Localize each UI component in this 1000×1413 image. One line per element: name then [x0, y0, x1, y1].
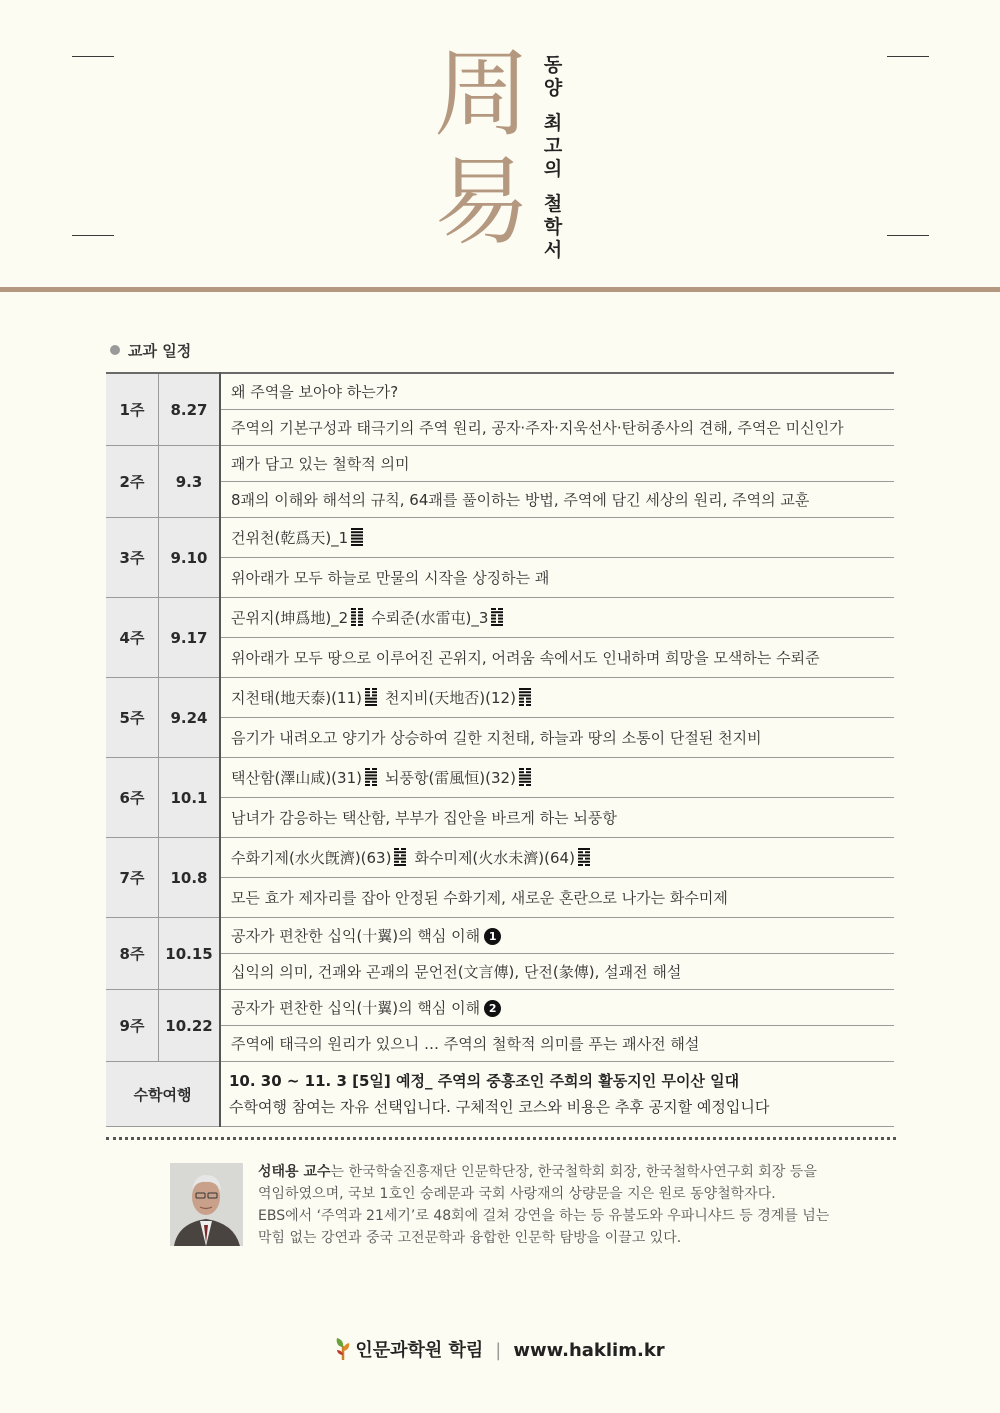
deco-line-left-top	[72, 56, 114, 57]
deco-line-left-bottom	[72, 235, 114, 236]
schedule-table	[106, 372, 894, 1127]
header-divider	[0, 287, 1000, 292]
topic-text: 공자가 편찬한 십익(十翼)의 핵심 이해	[231, 927, 481, 945]
lesson-topic	[220, 446, 894, 482]
number-badge: 1	[484, 928, 501, 945]
lesson-detail: 주역에 태극의 원리가 있으니 … 주역의 철학적 의미를 푸는 괘사전 해설	[220, 1026, 894, 1062]
schedule-row	[106, 373, 894, 410]
number-badge: 2	[484, 1000, 501, 1017]
week-cell: 1주	[106, 373, 159, 446]
date-cell: 10.1	[159, 758, 221, 838]
bio-line-3: EBS에서 ‘주역과 21세기’로 48회에 걸쳐 강연을 하는 등 유불도와 우파니샤드 등 경계를 넘는	[258, 1208, 830, 1224]
week-cell: 8주	[106, 918, 159, 990]
lesson-detail: 주역의 기본구성과 태극기의 주역 원리, 공자·주자·지욱선사·탄허종사의 견해, 주역은 미신인가	[220, 410, 894, 446]
trip-content	[220, 1062, 894, 1127]
title-char-1: 周	[434, 38, 530, 150]
hexagram-title: 수화기제(水火旣濟)(63)	[231, 848, 392, 867]
schedule-row-detail	[106, 558, 894, 598]
date-cell: 9.3	[159, 446, 221, 518]
bio-line-2: 역임하였으며, 국보 1호인 숭례문과 국회 사랑재의 상량문을 지은 원로 동양철학자다.	[258, 1186, 776, 1202]
date-cell: 10.15	[159, 918, 221, 990]
deco-line-right-top	[887, 56, 929, 57]
subtitle-word: 철학서	[543, 193, 563, 261]
instructor-photo	[170, 1163, 243, 1246]
hexagram-icon	[519, 687, 531, 707]
schedule-row-detail	[106, 482, 894, 518]
footer-separator: |	[495, 1340, 502, 1361]
hexagram-icon	[519, 767, 531, 787]
trip-row	[106, 1062, 894, 1127]
hexagram-title: 지천태(地天泰)(11)	[231, 688, 362, 707]
schedule-row	[106, 598, 894, 638]
hexagram-title: 화수미제(火水未濟)(64)	[414, 848, 575, 867]
hexagram-title: 곤위지(坤爲地)_2	[231, 608, 349, 627]
vertical-subtitle	[540, 54, 566, 262]
lesson-detail: 음기가 내려오고 양기가 상승하여 길한 지천태, 하늘과 땅의 소통이 단절된 천지비	[220, 718, 894, 758]
week-cell: 4주	[106, 598, 159, 678]
deco-line-right-bottom	[887, 235, 929, 236]
lesson-detail: 위아래가 모두 하늘로 만물의 시작을 상징하는 괘	[220, 558, 894, 598]
schedule-row-detail	[106, 954, 894, 990]
lesson-topic	[220, 758, 894, 798]
title-char-2: 易	[434, 146, 530, 258]
lesson-topic	[220, 918, 894, 954]
lesson-detail: 8괘의 이해와 해석의 규칙, 64괘를 풀이하는 방법, 주역에 담긴 세상의 원리, 주역의 교훈	[220, 482, 894, 518]
week-cell: 5주	[106, 678, 159, 758]
title-hanja	[432, 40, 532, 256]
lesson-topic	[220, 518, 894, 558]
trip-label: 수학여행	[106, 1062, 220, 1127]
lesson-topic	[220, 838, 894, 878]
date-cell: 10.22	[159, 990, 221, 1062]
schedule-row	[106, 518, 894, 558]
lesson-detail: 모든 효가 제자리를 잡아 안정된 수화기제, 새로운 혼란으로 나가는 화수미제	[220, 878, 894, 918]
leaf-logo-icon	[335, 1337, 351, 1361]
section-label: 교과 일정	[110, 340, 191, 361]
hexagram-title: 수뢰준(水雷屯)_3	[371, 608, 489, 627]
schedule-row	[106, 838, 894, 878]
hexagram-icon	[351, 607, 363, 627]
trip-dates: 10. 30 ~ 11. 3 [5일] 예정_ 주역의 중흥조인 주희의 활동지인 무이산 일대	[229, 1072, 740, 1090]
footer-org: 인문과학원 학림	[355, 1340, 484, 1361]
week-cell: 3주	[106, 518, 159, 598]
schedule-row	[106, 678, 894, 718]
schedule-row-detail	[106, 718, 894, 758]
lesson-detail: 남녀가 감응하는 택산함, 부부가 집안을 바르게 하는 뇌풍항	[220, 798, 894, 838]
footer-url-link[interactable]: www.haklim.kr	[513, 1340, 665, 1361]
topic-text: 공자가 편찬한 십익(十翼)의 핵심 이해	[231, 999, 481, 1017]
lesson-detail: 십익의 의미, 건괘와 곤괘의 문언전(文言傳), 단전(彖傳), 설괘전 해설	[220, 954, 894, 990]
instructor-bio	[258, 1161, 858, 1249]
schedule-row	[106, 758, 894, 798]
hexagram-icon	[394, 847, 406, 867]
bio-line-1: 는 한국학술진흥재단 인문학단장, 한국철학회 회장, 한국철학사연구회 회장 등을	[330, 1164, 817, 1180]
lesson-topic	[220, 678, 894, 718]
schedule-row-detail	[106, 638, 894, 678]
date-cell: 9.17	[159, 598, 221, 678]
lesson-topic	[220, 373, 894, 410]
schedule-row	[106, 446, 894, 482]
lesson-detail: 위아래가 모두 땅으로 이루어진 곤위지, 어려움 속에서도 인내하며 희망을 모색하는 수뢰준	[220, 638, 894, 678]
week-cell: 7주	[106, 838, 159, 918]
schedule-row	[106, 990, 894, 1026]
hexagram-icon	[351, 527, 363, 547]
hexagram-title: 택산함(澤山咸)(31)	[231, 768, 362, 787]
schedule-row	[106, 918, 894, 954]
hexagram-icon	[491, 607, 503, 627]
date-cell: 8.27	[159, 373, 221, 446]
footer	[0, 1336, 1000, 1363]
schedule-row-detail	[106, 1026, 894, 1062]
week-cell: 6주	[106, 758, 159, 838]
hexagram-title: 뇌풍항(雷風恒)(32)	[384, 768, 516, 787]
subtitle-word: 최고의	[543, 112, 563, 180]
hexagram-icon	[365, 767, 377, 787]
schedule-row-detail	[106, 410, 894, 446]
lesson-topic	[220, 598, 894, 638]
topic-text: 왜 주역을 보아야 하는가?	[231, 383, 399, 401]
bullet-icon	[110, 345, 120, 355]
week-cell: 2주	[106, 446, 159, 518]
lesson-topic	[220, 990, 894, 1026]
trip-note: 수학여행 참여는 자유 선택입니다. 구체적인 코스와 비용은 추후 공지할 예정입니다	[229, 1098, 770, 1116]
hexagram-title: 천지비(天地否)(12)	[384, 688, 516, 707]
hexagram-icon	[578, 847, 590, 867]
bio-line-4: 막힘 없는 강연과 중국 고전문학과 융합한 인문학 탐방을 이끌고 있다.	[258, 1230, 682, 1246]
subtitle-word: 동양	[543, 54, 563, 99]
date-cell: 10.8	[159, 838, 221, 918]
instructor-name: 성태용 교수	[258, 1164, 331, 1180]
schedule-row-detail	[106, 878, 894, 918]
week-cell: 9주	[106, 990, 159, 1062]
schedule-row-detail	[106, 798, 894, 838]
date-cell: 9.24	[159, 678, 221, 758]
hexagram-icon	[365, 687, 377, 707]
date-cell: 9.10	[159, 518, 221, 598]
hexagram-title: 건위천(乾爲天)_1	[231, 528, 349, 547]
dotted-divider	[106, 1137, 896, 1140]
topic-text: 괘가 담고 있는 철학적 의미	[231, 455, 410, 473]
